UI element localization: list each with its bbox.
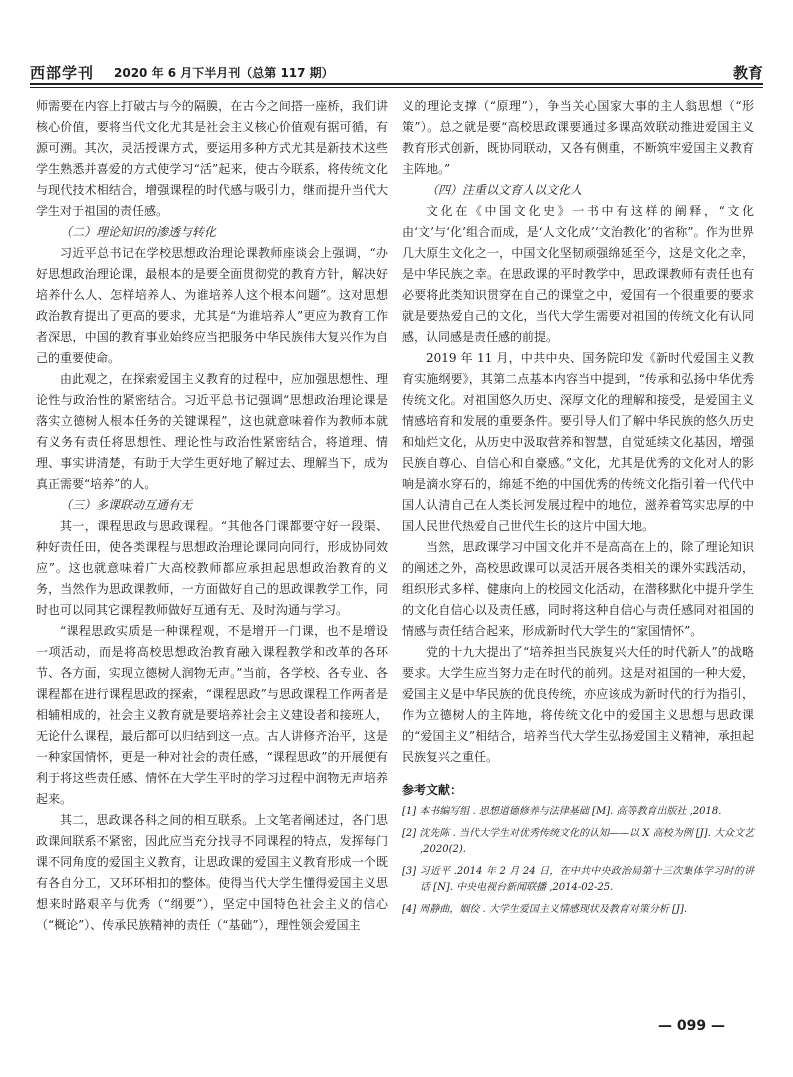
paragraph: 文化在《中国文化史》一书中有这样的阐释，“文化由‘文’与‘化’组合而成，是‘人文化成’‘文治教化’的省称”。作为世界几大原生文化之一，中国文化坚韧顽强绵延至今，这是文化之幸，是中华民族之幸。在思政课的平时教学中，思政课教师有责任也有必要将此类知识贯穿在自己的课堂之中，爱国有一个很重要的要求就是要热爱自己的文化，当代大学生需要对祖国的传统文化有认同感，认同感是责任感的前提。 <box>402 204 754 344</box>
references-title: 参考文献： <box>402 783 463 797</box>
journal-logo: 西部学刊 <box>30 64 95 82</box>
left-column <box>36 96 388 936</box>
section-label: 教育 <box>732 64 763 82</box>
paragraph: 其二，思政课各科之间的相互联系。上文笔者阐述过，各门思政课间联系不紧密，因此应当充分找寻不同课程的特点，发挥每门课不同角度的爱国主义教育，让思政课的爱国主义教育形成一个既有各自分工，又环环相扣的整体。使得当代大学生懂得爱国主义思想来时路艰辛与优秀（“纲要”），坚定中国特色社会主义的信心（“概论”）、传承民族精神的责任（“基础”），理性领会爱国主 <box>36 813 388 932</box>
section-heading: （三）多课联动互通有无 <box>60 498 193 512</box>
header-rule-thin <box>30 87 763 88</box>
issue-info: 2020 年 6 月下半月刊（总第 117 期） <box>114 66 334 80</box>
reference-item: [4] 周静曲，姻佼 . 大学生爱国主义情感现状及教育对策分析 [J]. <box>402 904 688 915</box>
paragraph: 党的十九大提出了“培养担当民族复兴大任的时代新人”的战略要求。大学生应当努力走在时代的前列。这是对祖国的一种大爱，爱国主义是中华民族的优良传统，亦应该成为新时代的行为指引，作为立德树人的主阵地，将传统文化中的爱国主义思想与思政课的“爱国主义”相结合，培养当代大学生弘扬爱国主义精神，承担起民族复兴之重任。 <box>402 645 754 764</box>
paragraph: 其一，课程思政与思政课程。“其他各门课都要守好一段渠、种好责任田，使各类课程与思想政治理论课同向同行，形成协同效应”。这也就意味着广大高校教师都应承担起思想政治教育的义务，当然作为思政课教师，一方面做好自己的思政课教学工作，同时也可以同其它课程教师做好互通有无、及时沟通与学习。 <box>36 519 388 617</box>
header-rule-thick <box>30 83 763 85</box>
paragraph: “课程思政实质是一种课程观，不是增开一门课，也不是增设一项活动，而是将高校思想政治教育融入课程教学和改革的各环节、各方面，实现立德树人润物无声。”当前，各学校、各专业、各课程都在进行课程思政的探索，“课程思政”与思政课程工作两者是相辅相成的，社会主义教育就是要培养社会主义建设者和接班人，无论什么课程，最后都可以归结到这一点。古人讲修齐治平，这是一种家国情怀，更是一种对社会的责任感，“课程思政”的开展便有利于将这些责任感、情怀在大学生平时的学习过程中润物无声培养起来。 <box>36 624 388 806</box>
references-list <box>402 804 754 918</box>
paragraph: 2019 年 11 月，中共中央、国务院印发《新时代爱国主义教育实施纲要》，其第二点基本内容当中提到，“传承和弘扬中华优秀传统文化。对祖国悠久历史、深厚文化的理解和接受，是爱国主义情感培育和发展的重要条件。要引导人们了解中华民族的悠久历史和灿烂文化，从历史中汲取营养和智慧，自觉延续文化基因，增强民族自尊心、自信心和自豪感。”文化，尤其是优秀的文化对人的影响是滴水穿石的，绵延不绝的中国优秀的传统文化指引着一代代中国人认清自己在人类长河发展过程中的地位，滋养着笃实忠厚的中国人民世代热爱自己世代生长的这片中国大地。 <box>402 351 754 533</box>
section-heading: （四）注重以文育人以文化人 <box>426 183 583 197</box>
right-column <box>402 96 754 924</box>
paragraph: 义的理论支撑（“原理”），争当关心国家大事的主人翁思想（“形策”）。总之就是要“高校思政课要通过多课高效联动推进爱国主义教育形式创新，既协同联动，又各有侧重，不断筑牢爱国主义教育主阵地。” <box>402 99 754 176</box>
section-heading: （二）理论知识的渗透与转化 <box>60 225 217 239</box>
paragraph: 由此观之，在探索爱国主义教育的过程中，应加强思想性、理论性与政治性的紧密结合。习近平总书记强调“思想政治理论课是落实立德树人根本任务的关键课程”，这也就意味着作为教师本就有义务有责任将思想性、理论性与政治性紧密结合，将道理、情理、事实讲清楚，有助于大学生更好地了解过去、理解当下，成为真正需要“培养”的人。 <box>36 372 388 491</box>
paragraph: 习近平总书记在学校思想政治理论课教师座谈会上强调，“办好思想政治理论课，最根本的是要全面贯彻党的教育方针，解决好培养什么人、怎样培养人、为谁培养人这个根本问题”。这对思想政治教育提出了更高的要求，尤其是“为谁培养人”更应为教育工作者深思，中国的教育事业始终应当把服务中华民族伟大复兴作为自己的重要使命。 <box>36 246 388 365</box>
right-column-body <box>402 96 754 768</box>
paragraph: 师需要在内容上打破古与今的隔膜，在古今之间搭一座桥，我们讲核心价值，要将当代文化尤其是社会主义核心价值观有据可循，有源可溯。其次，灵活授课方式，要运用多种方式尤其是新技术这些学生熟悉并喜爱的方式使学习“活”起来，使古今联系，将传统文化与现代技术相结合，增强课程的时代感与吸引力，继而提升当代大学生对于祖国的责任感。 <box>36 99 388 218</box>
reference-item: [1] 本书编写组 . 思想道德修养与法律基础 [M]. 高等教育出版社 ,2018. <box>402 806 722 817</box>
reference-item: [2] 沈先陈 . 当代大学生对优秀传统文化的认知——以 X 高校为例 [J]. 大众文艺 ,2020(2). <box>402 828 754 855</box>
reference-item: [3] 习近平 .2014 年 2 月 24 日，在中共中央政治局第十三次集体学习时的讲话 [N]. 中央电视台新闻联播 ,2014-02-25. <box>402 866 754 893</box>
paragraph: 当然，思政课学习中国文化并不是高高在上的，除了理论知识的阐述之外，高校思政课可以灵活开展各类相关的课外实践活动，组织形式多样、健康向上的校园文化活动，在潜移默化中提升学生的文化自信心以及责任感，同时将这种自信心与责任感同对祖国的情感与责任结合起来，形成新时代大学生的“家国情怀”。 <box>402 540 754 638</box>
page-number: — 099 — <box>658 1018 725 1034</box>
